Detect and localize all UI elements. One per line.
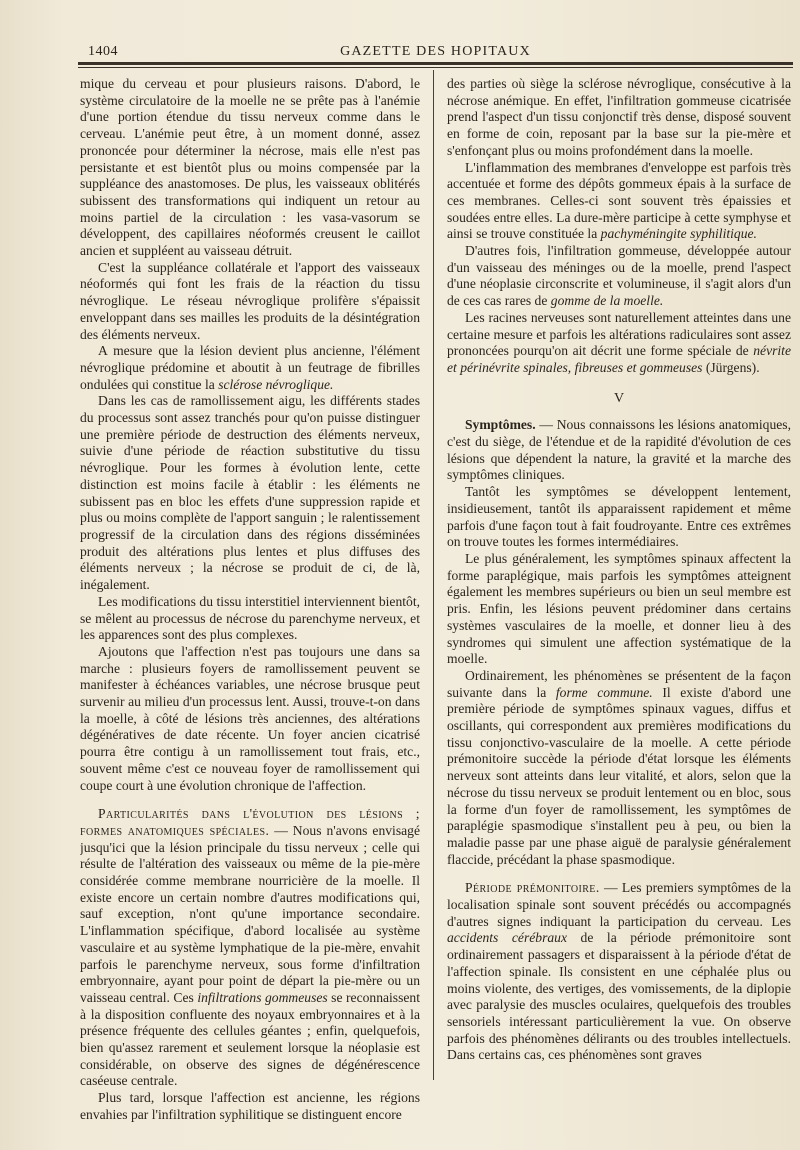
- paragraph-text: Il existe d'abord une première période de symptômes spinaux vagues, diffus et oscillants, qui correspondent aux premières modifications du tissu conjonctivo-vasculaire de la moelle. A cette période prémonitoire succède la période d'état lorsque les éléments nerveux sont atteints dans leur vitalité, et alors, selon que la nécrose du tissu nerveux se produit lentement ou en bloc, sous la forme d'un foyer de ramollissement, les symptômes de paraplégie spasmodique s'installent peu à peu, ou bien la maladie passe par une phase aiguë de paralysie généralement flaccide, précédant la phase spasmodique.: [447, 684, 791, 867]
- section-title: Symptômes.: [465, 417, 536, 433]
- paragraph: Plus tard, lorsque l'affection est ancienne, les régions envahies par l'infiltration syphilitique se distinguent encore: [80, 1090, 420, 1122]
- paragraph: Dans les cas de ramollissement aigu, les différents stades du processus sont assez tranchés pour qu'on puisse distinguer une première période de destruction des éléments nerveux, suivie d'une période de réaction substitutive du tissu névroglique. Pour les formes à évolution lente, cette distinction est moins facile à établir : les éléments ne subissent pas en bloc les effets d'une suppression rapide et plus ou moins complète de l'apport sanguin ; le ralentissement progressif de la circulation dans des régions disséminées produit des altérations plus lentes et plus diffuses des éléments nerveux ; la nécrose se produit de ci, de là, inégalement.: [80, 393, 420, 593]
- emphasis-term: gomme de la moelle.: [550, 293, 664, 309]
- left-column: [80, 76, 420, 1126]
- paragraph: mique du cerveau et pour plusieurs raisons. D'abord, le système circulatoire de la moelle ne se prête pas à l'anémie d'une portion étendue du tissu nerveux comme dans le cerveau. L'anémie peut être, à un moment donné, assez prononcée pour déterminer la nécrose, mais elle n'est pas persistante et est bientôt plus ou moins compensée par la suppléance des anastomoses. De plus, les vaisseaux oblitérés subissent des transformations qui indiquent un retour au moins partiel de la circulation : les vasa-vasorum se développent, des capillaires néoformés creusent le caillot ancien et suppléent au vaisseau détruit.: [80, 76, 420, 259]
- paragraph-text: Les racines nerveuses sont naturellement atteintes dans une certaine mesure et parfois les altérations radiculaires sont assez prononcées pourqu'on ait décrit une forme spéciale de: [447, 309, 791, 359]
- paragraph: [447, 668, 791, 868]
- right-column: [447, 76, 791, 1126]
- subsection-heading: Période prémonitoire.: [465, 880, 600, 896]
- emphasis-term: pachyméningite syphilitique.: [600, 226, 757, 242]
- paragraph: Ajoutons que l'affection n'est pas toujours une dans sa marche : plusieurs foyers de ramollissement peuvent se manifester à échéances variables, une nécrose brusque peut survenir au milieu d'un processus lent. Aussi, trouve-t-on dans la moelle, à côté de lésions très anciennes, des altérations dégénératives de date récente. Un foyer ancien cicatrisé pourra être contigu à un ramollissement tout frais, etc., souvent même c'est ce nouveau foyer de ramollissement qui coupe court à une évolution chronique de l'affection.: [80, 643, 420, 793]
- paragraph-text: de la période prémonitoire sont ordinairement passagers et disparaissent à la période d'état de l'affection spinale. Ils consistent en une céphalée plus ou moins violente, des vertiges, des vomissements, de la diplopie avec paralysie des muscles oculaires, quelquefois des troubles sensoriels intéressant particulièrement la vue. On observe parfois des phénomènes délirants ou des troubles intellectuels. Dans certains cas, ces phénomènes sont graves: [447, 930, 791, 1063]
- paragraph-text: (Jürgens).: [702, 359, 760, 375]
- header-rule-thin: [78, 67, 793, 68]
- paragraph: [447, 417, 791, 484]
- emphasis-term: accidents cérébraux: [447, 930, 567, 946]
- section-number: V: [613, 390, 625, 406]
- column-divider: [433, 70, 434, 1080]
- page-number: 1404: [88, 44, 118, 59]
- paragraph-text: A mesure que la lésion devient plus ancienne, l'élément névroglique prédomine et aboutit à un feutrage de fibrilles ondulées qui constitue la: [80, 343, 420, 392]
- paragraph-text: — Les premiers symptômes de la localisation spinale sont souvent précédés ou accompagnés d'autres signes indiquant la participation du cerveau. Les: [447, 880, 791, 929]
- paragraph-text: L'inflammation des membranes d'enveloppe est parfois très accentuée et forme des dépôts gommeux épais à la surface de ces membranes. Celles-ci sont souvent très épaissies et soudées entre elles. La dure-mère participe à cette symphyse et ainsi se trouve constituée la: [447, 159, 791, 242]
- paragraph: [447, 243, 791, 310]
- paragraph-text: — Nous n'avons envisagé jusqu'ici que la lésion principale du tissu nerveux ; celle qui résulte de l'altération des vaisseaux ou même de la pie-mère considérée comme membrane nourricière de la moelle. Il existe encore un certain nombre d'autres modifications qui, sauf exception, n'ont qu'une importance secondaire. L'inflammation spécifique, d'abord localisée au système vasculaire et au système lymphatique de la pie-mère, envahit parfois le parenchyme nerveux, sous forme d'infiltration embryonnaire, ayant pour point de départ la pie-mère ou un vaisseau central. Ces: [80, 822, 420, 1005]
- paragraph: Les modifications du tissu interstitiel interviennent bientôt, se mêlent au processus de nécrose du parenchyme nerveux, et les apparences sont des plus complexes.: [80, 593, 420, 643]
- emphasis-term: forme commune.: [555, 684, 653, 700]
- paragraph-text: Ordinairement, les phénomènes se présentent de la façon suivante dans la: [447, 667, 791, 700]
- paragraph: des parties où siège la sclérose névroglique, consécutive à la nécrose anémique. En effet, l'infiltration gommeuse cicatrisée prend l'aspect d'un tissu conjonctif très dense, disposé souvent en forme de coin, reposant par la base sur la pie-mère et s'enfonçant plus ou moins profondément dans la moelle.: [447, 76, 791, 158]
- paragraph-text: se reconnaissent à la disposition confluente des noyaux embryonnaires et à la présence fréquente des cellules géantes ; enfin, quelquefois, bien qu'assez rarement et seulement lorsque la néoplasie est considérable, on observe des signes de dégénérescence caséeuse centrale.: [80, 989, 420, 1089]
- paragraph-text: — Nous connaissons les lésions anatomiques, c'est du siège, de l'étendue et de la rapidité d'évolution de ces lésions que dépendent la nature, la gravité et la marche des symptômes cliniques.: [447, 417, 791, 483]
- paragraph: [447, 310, 791, 377]
- header-rule-thick: [78, 62, 793, 65]
- paragraph: [447, 160, 791, 244]
- journal-title: GAZETTE DES HOPITAUX: [340, 44, 531, 59]
- emphasis-term: infiltrations gommeuses: [197, 989, 328, 1005]
- section-heading: Particularités dans l'évolution des lésions ; formes anatomiques spéciales.: [80, 806, 420, 838]
- paragraph: [80, 343, 420, 393]
- spacer: [447, 868, 791, 880]
- emphasis-term: névrite et périnévrite spinales, fibreuses et gommeuses: [447, 343, 791, 375]
- paragraph: Tantôt les symptômes se développent lentement, insidieusement, tantôt ils apparaissent rapidement et même parfois d'une façon tout à fait foudroyante. Entre ces extrêmes on trouve toutes les formes intermédiaires.: [447, 484, 791, 550]
- spacer: [80, 794, 420, 806]
- page-header: [78, 40, 793, 64]
- paragraph: C'est la suppléance collatérale et l'apport des vaisseaux néoformés qui font les frais de la réaction du tissu névroglique. Le réseau névroglique prolifère s'épaissit enveloppant dans ses mailles les produits de la désintégration des éléments nerveux.: [80, 259, 420, 342]
- paragraph: [80, 806, 420, 1090]
- emphasis-term: sclérose névroglique.: [218, 376, 334, 392]
- paragraph-text: D'autres fois, l'infiltration gommeuse, développée autour d'un vaisseau des méninges ou de la moelle, prend l'aspect d'une néoplasie circonscrite et volumineuse, il s'agit alors d'un de ces cas rares de: [447, 243, 791, 309]
- paragraph: Le plus généralement, les symptômes spinaux affectent la forme paraplégique, mais parfois les symptômes atteignent également les membres supérieurs ou bien un seul membre est pris. Enfin, les lésions peuvent prédominer dans certains systèmes vasculaires de la moelle, et donner lieu à des syndromes qui simulent une affection systématique de la moelle.: [447, 550, 791, 667]
- paragraph: [447, 880, 791, 1064]
